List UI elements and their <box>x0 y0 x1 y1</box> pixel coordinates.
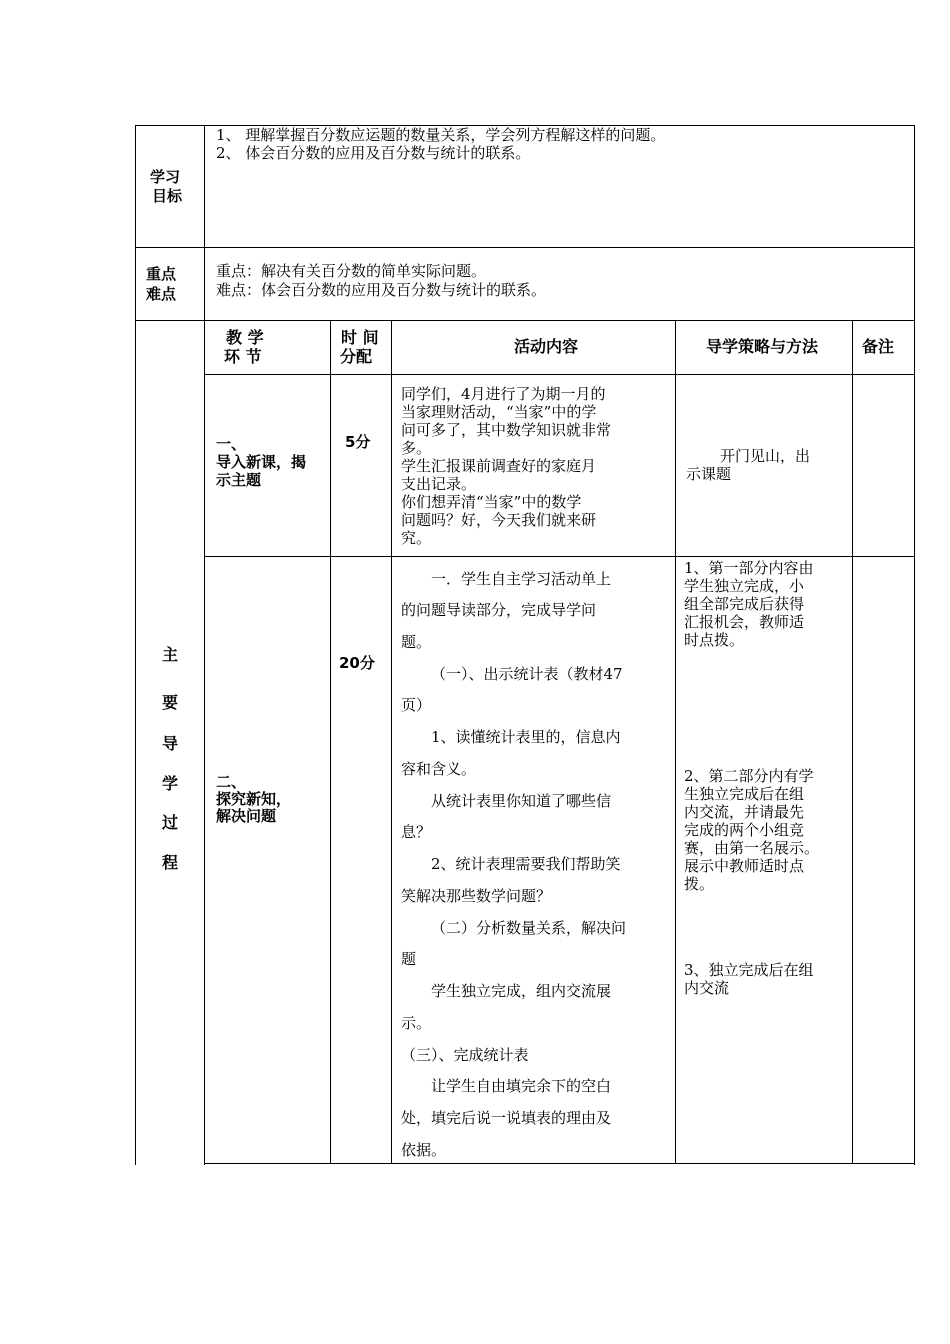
row2-content-line: 从统计表里你知道了哪些信 <box>431 792 612 810</box>
row2-content-line: （二）分析数量关系，解决问 <box>431 919 627 937</box>
row2-content-line: 让学生自由填完余下的空白 <box>431 1077 612 1095</box>
row2-strategy-line: 展示中教师适时点 <box>684 857 805 875</box>
row2-strategy-line: 时点拨。 <box>684 631 745 649</box>
row2-content-line: 处，填完后说一说填表的理由及 <box>401 1109 612 1127</box>
row2-strategy-line: 完成的两个小组竞 <box>684 821 805 839</box>
row2-content-line: 的问题导读部分，完成导学问 <box>401 601 597 619</box>
row2-strategy-line: 汇报机会，教师适 <box>684 613 805 631</box>
row1-time: 5分 <box>345 433 371 451</box>
row2-content-line: 示。 <box>401 1014 432 1032</box>
header-time-1: 时 间 <box>341 328 379 347</box>
row2-strategy-line: 组全部完成后获得 <box>684 595 805 613</box>
row2-strategy-line: 2、第二部分内有学 <box>684 767 814 785</box>
row1-stage-2: 导入新课，揭 <box>216 453 307 471</box>
process-label-char: 过 <box>161 813 178 832</box>
row2-content-line: 2、统计表理需要我们帮助笑 <box>431 855 621 873</box>
row2-strategy-line: 1、第一部分内容由 <box>684 559 814 577</box>
header-stage-1: 教 学 <box>226 328 264 347</box>
row2-strategy-line: 学生独立完成，小 <box>684 577 805 595</box>
objective-item-2: 2、 体会百分数的应用及百分数与统计的联系。 <box>216 144 531 162</box>
row1-content-line: 问可多了，其中数学知识就非常 <box>401 421 612 439</box>
objective-item-1: 1、 理解掌握百分数应运题的数量关系，学会列方程解这样的问题。 <box>216 126 666 144</box>
row2-content-line: 题 <box>401 950 417 968</box>
row2-stage-1: 二、 <box>216 773 247 791</box>
process-label-char: 要 <box>161 693 178 712</box>
row1-content-line: 究。 <box>401 529 432 547</box>
row1-stage-1: 一、 <box>216 435 247 453</box>
row2-content-line: 学生独立完成，组内交流展 <box>431 982 612 1000</box>
objectives-label-1: 学习 <box>150 168 181 186</box>
row2-content-line: 1、读懂统计表里的，信息内 <box>431 728 621 746</box>
row2-strategy-line: 拨。 <box>684 875 715 893</box>
row2-content-line: 息？ <box>401 823 432 841</box>
objectives-label-2: 目标 <box>152 187 183 205</box>
row1-content-line: 支出记录。 <box>401 475 477 493</box>
row2-content-line: 题。 <box>401 633 432 651</box>
row2-strategy-line: 内交流，并请最先 <box>684 803 805 821</box>
keypoint-item-1: 重点：解决有关百分数的简单实际问题。 <box>216 262 487 280</box>
row2-time: 20分 <box>339 654 375 672</box>
row1-content-line: 你们想弄清“当家”中的数学 <box>401 493 582 511</box>
row2-strategy-line: 生独立完成后在组 <box>684 785 805 803</box>
row2-content-line: 笑解决那些数学问题？ <box>401 887 552 905</box>
header-strategy: 导学策略与方法 <box>706 337 819 356</box>
header-time-2: 分配 <box>340 347 373 366</box>
keypoint-item-2: 难点：体会百分数的应用及百分数与统计的联系。 <box>216 281 547 299</box>
process-label-char: 主 <box>161 645 178 664</box>
header-content: 活动内容 <box>514 337 579 356</box>
row1-content-line: 当家理财活动，“当家”中的学 <box>401 403 597 421</box>
row1-content-line: 学生汇报课前调查好的家庭月 <box>401 457 597 475</box>
row2-strategy-line: 3、独立完成后在组 <box>684 961 814 979</box>
row2-stage-2: 探究新知， <box>216 790 292 808</box>
row2-content-line: 一．学生自主学习活动单上 <box>431 570 612 588</box>
keypoints-label-1: 重点 <box>146 265 177 283</box>
row1-content-line: 多。 <box>401 439 432 457</box>
row2-strategy-line: 内交流 <box>684 979 730 997</box>
row1-strategy-line: 示课题 <box>686 465 732 483</box>
row2-content-line: （一）、出示统计表（教材47 <box>431 665 623 683</box>
process-label-char: 导 <box>161 734 178 753</box>
row2-content-line: 容和含义。 <box>401 760 477 778</box>
row2-stage-3: 解决问题 <box>216 807 277 825</box>
header-stage-2: 环 节 <box>224 347 262 366</box>
row2-content-line: 页） <box>401 696 432 714</box>
row1-content-line: 同学们，4月进行了为期一月的 <box>401 385 606 403</box>
row2-content-line: 依据。 <box>401 1141 447 1159</box>
row1-strategy-line: 开门见山，出 <box>720 447 811 465</box>
keypoints-label-2: 难点 <box>146 285 177 303</box>
row2-strategy-line: 赛，由第一名展示。 <box>684 839 820 857</box>
row1-content-line: 问题吗？好，今天我们就来研 <box>401 511 597 529</box>
header-notes: 备注 <box>862 337 895 356</box>
process-label-char: 学 <box>161 774 178 793</box>
row1-stage-3: 示主题 <box>216 471 262 489</box>
row2-content-line: （三）、完成统计表 <box>401 1046 529 1064</box>
process-label-char: 程 <box>161 853 178 872</box>
